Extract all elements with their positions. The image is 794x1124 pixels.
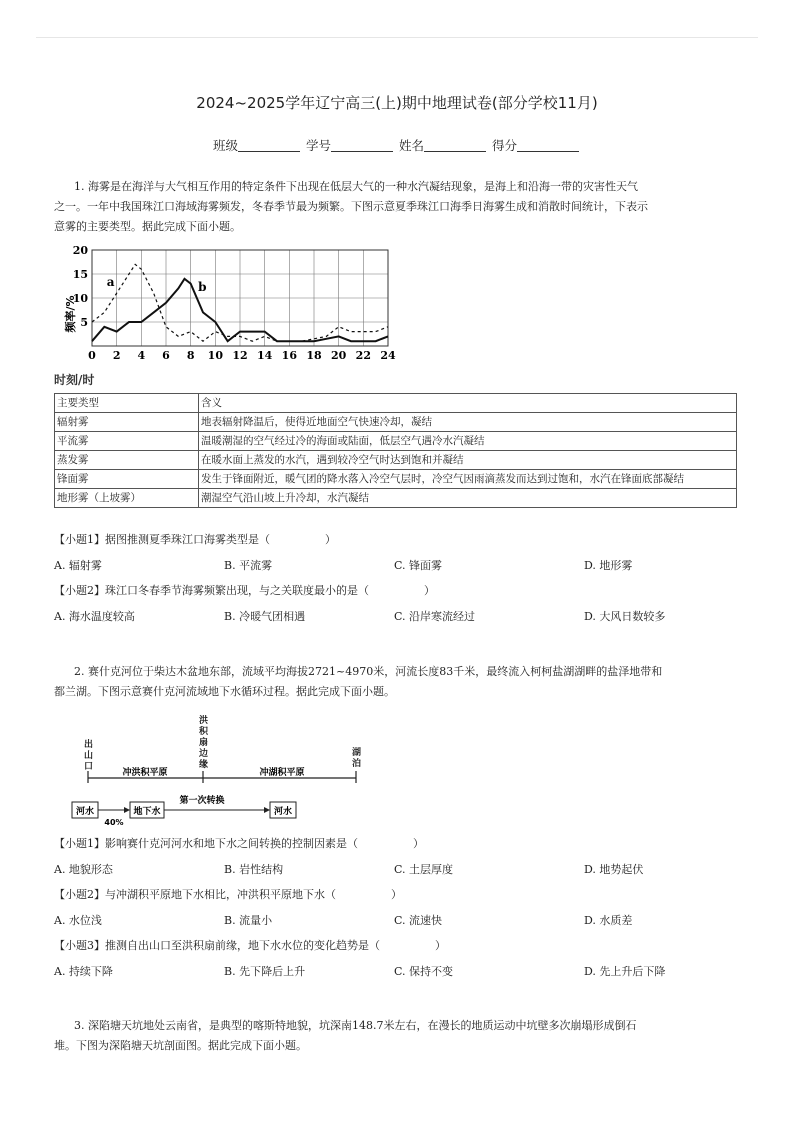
first-transfer-label: 第一次转换 [179,796,225,806]
chart-y-tick-label: 20 [72,244,88,257]
river-box-2-label: 河水 [273,807,293,817]
arrow-head-1 [124,807,130,813]
table-row [55,413,737,432]
option-a[interactable]: A. 持续下降 [54,965,113,978]
chart-x-tick-label: 12 [232,349,248,362]
name-label: 姓名 [398,138,424,153]
option-d[interactable]: D. 地势起伏 [584,863,644,876]
score-blank[interactable] [517,140,579,152]
option-c[interactable]: C. 流速快 [394,914,443,927]
table-cell: 地形雾（上坡雾） [55,489,199,508]
table-cell: 蒸发雾 [55,451,199,470]
option-a[interactable]: A. 海水温度较高 [54,610,135,623]
option-d[interactable]: D. 先上升后下降 [584,965,666,978]
chart-y-tick-label: 10 [72,292,88,305]
option-a[interactable]: A. 辐射雾 [54,559,102,572]
lake-label-2: 泊 [352,759,362,769]
groundwater-box-label: 地下水 [133,807,161,817]
fan-edge-label-2: 积 [199,727,209,737]
fan-edge-label-5: 缘 [199,760,209,770]
fan-edge-label-4: 边 [199,749,209,759]
chart-x-tick-label: 16 [281,349,297,362]
table-row [55,489,737,508]
percent-label: 40% [104,818,124,827]
chart-x-tick-label: 22 [355,349,371,362]
q2-intro [54,662,744,702]
option-b[interactable]: B. 岩性结构 [224,863,284,876]
zone1-label: 冲洪积平原 [122,768,168,778]
table-cell: 辐射雾 [55,413,199,432]
q3-intro-line: 堆。下图为深陷塘天坑剖面图。据此完成下面小题。 [54,1039,307,1052]
fan-edge-label-1: 洪 [199,716,209,726]
table-row [55,432,737,451]
student-info-row [0,136,794,154]
table-header-cell: 主要类型 [55,394,199,413]
q1-intro-line: 之一。一年中我国珠江口海域海雾频发，冬春季节最为频繁。下图示意夏季珠江口海季日海雾生成和消散时间统计，下表示 [54,200,648,213]
page-title: 2024~2025学年辽宁高三(上)期中地理试卷(部分学校11月) [196,94,598,112]
option-c[interactable]: C. 土层厚度 [394,863,454,876]
table-cell: 温暖潮湿的空气经过冷的海面或陆面，低层空气遇冷水汽凝结 [199,432,737,451]
chart-x-tick-label: 18 [306,349,322,362]
option-b[interactable]: B. 冷暖气团相遇 [224,610,306,623]
outlet-label-1: 出 [84,740,94,750]
table-cell: 发生于锋面附近，暖气团的降水落入冷空气层时，冷空气因雨滴蒸发而达到过饱和，水汽在锋面底部凝结 [199,470,737,489]
table-row [55,451,737,470]
option-c[interactable]: C. 保持不变 [394,965,454,978]
option-c[interactable]: C. 锋面雾 [394,559,443,572]
q2-intro-line: 都兰湖。下图示意赛什克河流域地下水循环过程。据此完成下面小题。 [54,685,395,698]
q1-intro-line: 1. 海雾是在海洋与大气相互作用的特定条件下出现在低层大气的一种水汽凝结现象，是海上和沿海一带的灾害性天气 [74,180,638,193]
option-b[interactable]: B. 先下降后上升 [224,965,306,978]
q1-sub2-stem: 【小题2】珠江口冬春季节海雾频繁出现，与之关联度最小的是（ ） [54,584,435,597]
header-rule [36,37,758,38]
chart-x-tick-label: 4 [137,349,146,362]
id-label: 学号 [305,138,331,153]
table-cell: 平流雾 [55,432,199,451]
table-cell: 锋面雾 [55,470,199,489]
class-blank[interactable] [238,140,300,152]
name-blank[interactable] [424,140,486,152]
q2-sub1-stem: 【小题1】影响赛什克河河水和地下水之间转换的控制因素是（ ） [54,837,424,850]
chart-y-axis-label: 频率/% [64,295,77,333]
lake-label-1: 湖 [352,748,362,758]
q2-sub3-stem: 【小题3】推测自出山口至洪积扇前缘，地下水水位的变化趋势是（ ） [54,939,446,952]
id-blank[interactable] [331,140,393,152]
arrow-head-2 [264,807,270,813]
chart-y-tick-label: 5 [80,316,88,329]
chart-x-tick-label: 20 [331,349,347,362]
option-a[interactable]: A. 地貌形态 [54,863,113,876]
table-row [55,470,737,489]
q1-sub1-stem: 【小题1】据图推测夏季珠江口海雾类型是（ ） [54,533,336,546]
q1-intro-line: 意雾的主要类型。据此完成下面小题。 [54,220,241,233]
chart-x-tick-label: 8 [186,349,195,362]
chart-x-tick-label: 24 [380,349,396,362]
outlet-label-2: 山 [84,751,94,761]
chart-series-b-label: b [198,279,207,294]
option-c[interactable]: C. 沿岸寒流经过 [394,610,476,623]
q2-sub2-stem: 【小题2】与冲湖积平原地下水相比，冲洪积平原地下水（ ） [54,888,402,901]
option-d[interactable]: D. 地形雾 [584,559,633,572]
option-b[interactable]: B. 流量小 [224,914,273,927]
x-axis-label: 时刻/时 [54,373,95,387]
fog-types-table [54,393,737,508]
q3-intro [54,1016,744,1056]
q1-intro [54,177,744,237]
chart-y-tick-label: 15 [72,268,88,281]
chart-x-tick-label: 0 [88,349,96,362]
score-label: 得分 [491,138,517,153]
chart-series-a-label: a [106,275,115,289]
chart-x-tick-label: 10 [207,349,223,362]
zone2-label: 冲湖积平原 [259,768,305,778]
table-cell: 潮湿空气沿山坡上升冷却，水汽凝结 [199,489,737,508]
fan-edge-label-3: 扇 [199,738,209,748]
groundwater-diagram [60,713,380,828]
chart-x-tick-label: 6 [162,349,170,362]
option-b[interactable]: B. 平流雾 [224,559,273,572]
table-header-cell: 含义 [199,394,737,413]
river-box-1-label: 河水 [75,807,95,817]
outlet-label-3: 口 [84,762,94,772]
fog-frequency-chart [56,240,401,365]
q2-intro-line: 2. 赛什克河位于柴达木盆地东部，流域平均海拔2721~4970米，河流长度83千米，最终流入柯柯盐湖湖畔的盐泽地带和 [74,665,663,678]
table-cell: 在暖水面上蒸发的水汽，遇到较冷空气时达到饱和并凝结 [199,451,737,470]
option-d[interactable]: D. 大风日数较多 [584,610,666,623]
chart-x-tick-label: 14 [257,349,273,362]
q3-intro-line: 3. 深陷塘天坑地处云南省，是典型的喀斯特地貌，坑深南148.7米左右，在漫长的地质运动中坑壁多次崩塌形成倒石 [74,1019,637,1032]
option-d[interactable]: D. 水质差 [584,914,633,927]
table-cell: 地表辐射降温后，使得近地面空气快速冷却，凝结 [199,413,737,432]
chart-x-tick-label: 2 [112,349,121,362]
class-label: 班级 [212,138,238,153]
option-a[interactable]: A. 水位浅 [54,914,102,927]
table-header-row [55,394,737,413]
